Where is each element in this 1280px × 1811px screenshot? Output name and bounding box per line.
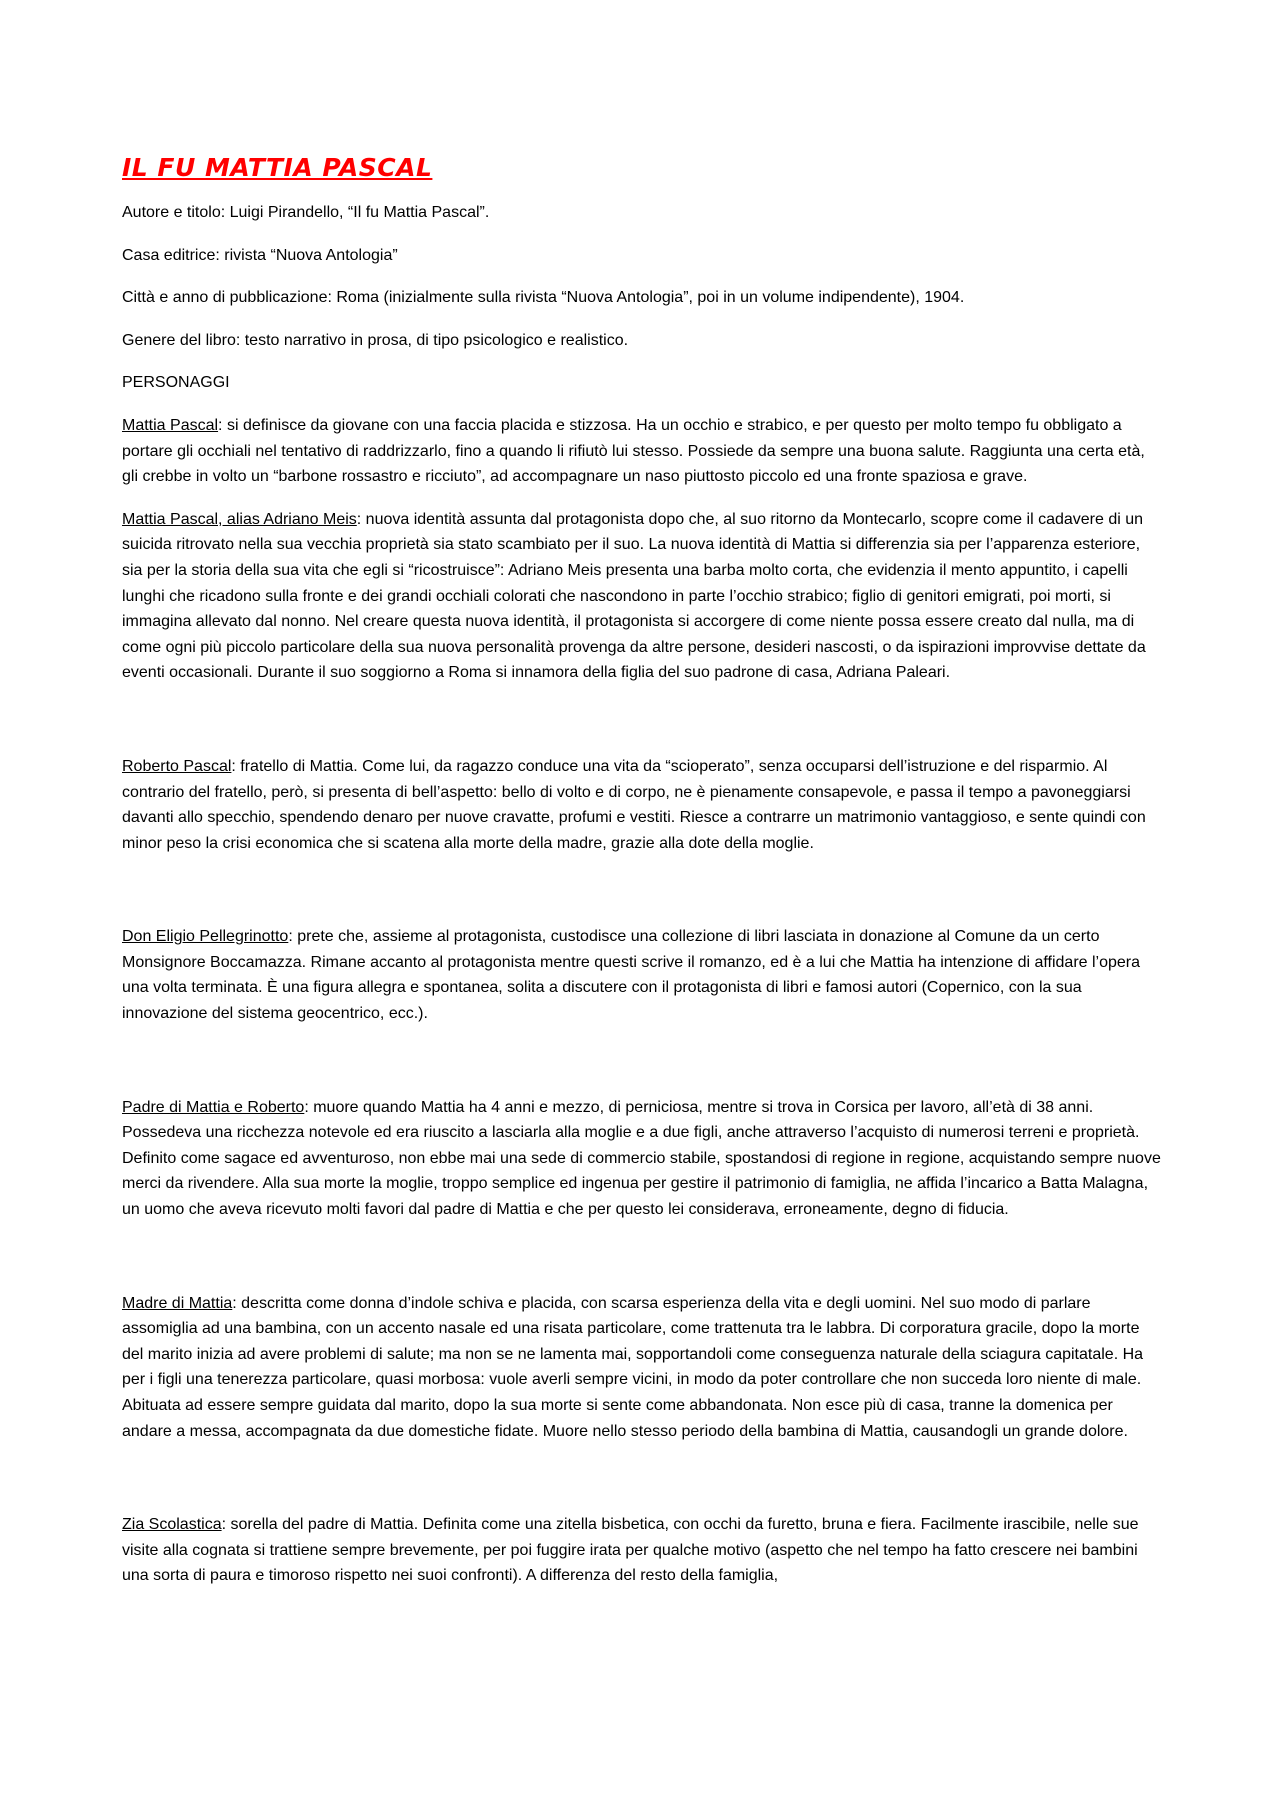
character-description: : descritta come donna d’indole schiva e placida, con scarsa esperienza della vita e degli uomini. Nel suo modo di parlare assomiglia ad una bambina, con un accento nasale ed una risata particolare, come trattenuta tra le labbra. Di corporatura gracile, dopo la morte del marito inizia ad avere problemi di salute; ma non se ne lamenta mai, sopportandoli come conseguenza naturale della sciagura capitatale. Ha per i figli una tenerezza particolare, quasi morbosa: vuole averli sempre vicini, in modo da poter controllare che non succeda loro niente di male. Abituata ad essere sempre guidata dal marito, dopo la sua morte si sente come abbandonata. Non esce più di casa, tranne la domenica per andare a messa, accompagnata da due domestiche fidate. Muore nello stesso periodo della bambina di Mattia, causandogli un grande dolore. xyxy=(122,1294,1144,1440)
document-page xyxy=(122,150,1162,1606)
meta-genre: Genere del libro: testo narrativo in prosa, di tipo psicologico e realistico. xyxy=(122,331,629,349)
character-paragraph xyxy=(122,1291,1162,1445)
character-description: : nuova identità assunta dal protagonista dopo che, al suo ritorno da Montecarlo, scopre come il cadavere di un suicida ritrovato nella sua vecchia proprietà sia stato scambiato per il suo. La nuova identità di Mattia si differenzia sia per l’apparenza esteriore, sia per la storia della sua vita che egli si “ricostruisce”: Adriano Meis presenta una barba molto corta, che evidenzia il mento appuntito, i capelli lunghi che ricadono sulla fronte e dei grandi occhiali colorati che nascondono in parte l’occhio strabico; figlio di genitori emigrati, poi morti, si immagina allevato dal nonno. Nel creare questa nuova identità, il protagonista si accorgere di come niente possa essere creato dal nulla, ma di come ogni più piccolo particolare della sua nuova personalità provenga da altre persone, desideri nascosti, o da ispirazioni improvvise dettate da eventi occasionali. Durante il suo soggiorno a Roma si innamora della figlia del suo padrone di casa, Adriana Paleari. xyxy=(122,510,1146,682)
character-paragraph xyxy=(122,754,1162,856)
character-description: : muore quando Mattia ha 4 anni e mezzo, di perniciosa, mentre si trova in Corsica per lavoro, all’età di 38 anni. Possedeva una ricchezza notevole ed era riuscito a lasciarla alla moglie e a due figli, anche attraverso l’acquisto di numerosi terreni e proprietà. Definito come sagace ed avventuroso, non ebbe mai una sede di commercio stabile, spostandosi di regione in regione, acquistando sempre nuove merci da rivendere. Alla sua morte la moglie, troppo semplice ed ingenua per gestire il patrimonio di famiglia, ne affida l’incarico a Batta Malagna, un uomo che aveva ricevuto molti favori dal padre di Mattia e che per questo lei considerava, erroneamente, degno di fiducia. xyxy=(122,1098,1161,1219)
character-name: Padre di Mattia e Roberto xyxy=(122,1098,305,1116)
character-name: Mattia Pascal xyxy=(122,416,219,434)
meta-city-year: Città e anno di pubblicazione: Roma (inizialmente sulla rivista “Nuova Antologia”, poi in un volume indipendente), 1904. xyxy=(122,289,965,307)
character-name: Roberto Pascal xyxy=(122,757,232,775)
character-paragraph xyxy=(122,924,1162,1026)
character-paragraph xyxy=(122,1095,1162,1223)
document-title: IL FU MATTIA PASCAL xyxy=(122,153,433,182)
character-name: Zia Scolastica xyxy=(122,1516,222,1534)
character-description: : sorella del padre di Mattia. Definita come una zitella bisbetica, con occhi da furetto, bruna e fiera. Facilmente irascibile, nelle sue visite alla cognata si trattiene sempre brevemente, per poi fuggire irata per qualche motivo (aspetto che nel tempo ha fatto crescere nei bambini una sorta di paura e timoroso rispetto nei suoi confronti). A differenza del resto della famiglia, xyxy=(122,1516,1139,1585)
character-description: : si definisce da giovane con una faccia placida e stizzosa. Ha un occhio e strabico, e per questo per molto tempo fu obbligato a portare gli occhiali nel tentativo di raddrizzarlo, fino a quando li rifiutò lui stesso. Possiede da sempre una buona salute. Raggiunta una certa età, gli crebbe in volto un “barbone rossastro e ricciuto”, ad accompagnare un naso piuttosto piccolo ed una fronte spaziosa e grave. xyxy=(122,416,1145,486)
meta-author-title: Autore e titolo: Luigi Pirandello, “Il fu Mattia Pascal”. xyxy=(122,204,490,221)
character-paragraph xyxy=(122,1512,1162,1589)
character-description: : fratello di Mattia. Come lui, da ragazzo conduce una vita da “scioperato”, senza occuparsi dell’istruzione e del risparmio. Al contrario del fratello, però, si presenta di bell’aspetto: bello di volto e di corpo, ne è pienamente consapevole, e passa il tempo a pavoneggiarsi davanti allo specchio, spendendo denaro per nuove cravatte, profumi e vestiti. Riesce a contrarre un matrimonio vantaggioso, e sente quindi con minor peso la crisi economica che si scatena alla morte della madre, grazie alla dote della moglie. xyxy=(122,757,1146,852)
section-label-characters: PERSONAGGI xyxy=(122,374,230,392)
meta-publisher: Casa editrice: rivista “Nuova Antologia” xyxy=(122,246,398,264)
character-paragraph xyxy=(122,507,1162,686)
character-paragraph xyxy=(122,413,1162,490)
character-name: Don Eligio Pellegrinotto xyxy=(122,928,289,946)
character-name: Mattia Pascal, alias Adriano Meis xyxy=(122,510,357,528)
character-description: : prete che, assieme al protagonista, custodisce una collezione di libri lasciata in donazione al Comune da un certo Monsignore Boccamazza. Rimane accanto al protagonista mentre questi scrive il romanzo, ed è a lui che Mattia ha intenzione di affidare l’opera una volta terminata. È una figura allegra e spontanea, solita a discutere con il protagonista di libri e famosi autori (Copernico, con la sua innovazione del sistema geocentrico, ecc.). xyxy=(122,928,1141,1023)
character-name: Madre di Mattia xyxy=(122,1294,233,1312)
